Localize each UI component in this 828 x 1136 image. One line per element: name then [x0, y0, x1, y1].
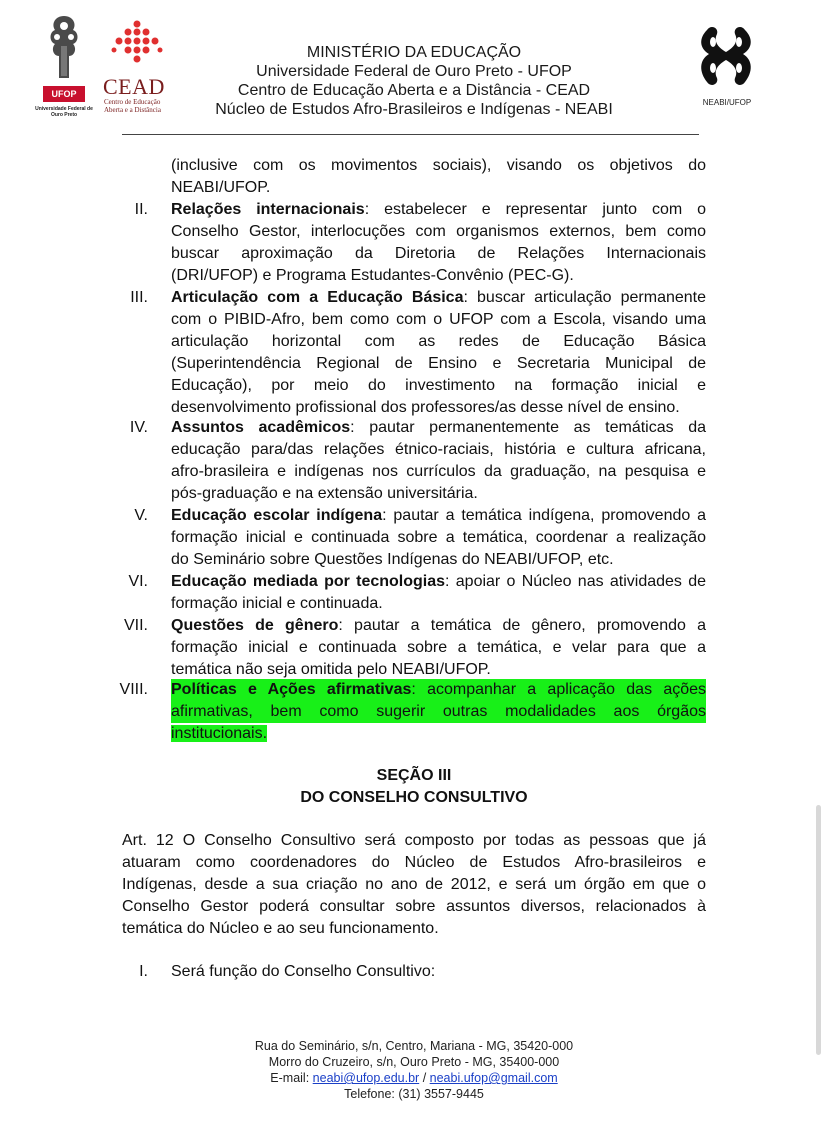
list-item-title: Questões de gênero [171, 617, 339, 634]
list-item-first-line: Educação escolar indígena: pautar a temática indígena, promovendo a [171, 507, 707, 524]
list-item-line: formação inicial e continuada sobre a temática, coordenar a realização [171, 529, 706, 546]
list-item-title: Políticas e Ações afirmativas [171, 681, 412, 698]
list-item-first-line: Assuntos acadêmicos: pautar permanentemente as temáticas da [171, 419, 707, 436]
ufop-logo-label: UFOP [43, 86, 85, 102]
list-item-line: buscar aproximação da Diretoria de Relações Internacionais [171, 245, 706, 262]
list-item-line: afro-brasileira e indígenas nos currículos da graduação, na pesquisa e [171, 463, 706, 480]
email-link-gmail[interactable]: neabi.ufop@gmail.com [429, 1071, 558, 1085]
list-item-line: (DRI/UFOP) e Programa Estudantes-Convênio (PEC-G). [171, 267, 574, 284]
neabi-logo-label: NEABI/UFOP [702, 98, 752, 107]
list-item-numeral: VII. [123, 617, 148, 634]
header-nucleus: Núcleo de Estudos Afro-Brasileiros e Indígenas - NEABI [215, 101, 613, 118]
header-university: Universidade Federal de Ouro Preto - UFOP [256, 63, 572, 80]
section-subtitle: DO CONSELHO CONSULTIVO [300, 789, 528, 806]
list-item-numeral: III. [130, 289, 148, 306]
email-link-ufop[interactable]: neabi@ufop.edu.br [312, 1071, 420, 1085]
list-item-line: (Superintendência Regional de Ensino e Secretaria Municipal de [171, 355, 706, 372]
list-item-title: Educação escolar indígena [171, 507, 383, 524]
article-line: Conselho Gestor poderá consultar sobre assuntos diversos, relacionados à [122, 898, 706, 915]
article-line: temática do Núcleo e ao seu funcionamento. [122, 920, 439, 937]
header-ministry: MINISTÉRIO DA EDUCAÇÃO [306, 44, 522, 61]
header-center: Centro de Educação Aberta e a Distância - CEAD [237, 82, 591, 99]
list-item-title: Articulação com a Educação Básica [171, 289, 464, 306]
list-item-title: Educação mediada por tecnologias [171, 573, 446, 590]
list-item-line: do Seminário sobre Questões Indígenas do NEABI/UFOP, etc. [171, 551, 614, 568]
list-item-numeral: VIII. [119, 681, 148, 698]
list-item-first-line: Educação mediada por tecnologias: apoiar o Núcleo nas atividades de [171, 573, 707, 590]
footer-phone: Telefone: (31) 3557-9445 [344, 1087, 484, 1101]
highlighted-line: afirmativas, bem como sugerir outras modalidades aos órgãos [171, 701, 706, 723]
list-item-line: educação para/das relações étnico-raciais, história e cultura africana, [171, 441, 706, 458]
list-item-line: articulação horizontal com as redes de Educação Básica [171, 333, 706, 350]
cead-logo-subtitle: Centro de Educação Aberta e a Distância [104, 98, 161, 114]
list-item-line: Educação), por meio do investimento na formação inicial e [171, 377, 706, 394]
list-item-text: Será função do Conselho Consultivo: [171, 963, 436, 980]
ufop-logo-subtitle: Universidade Federal de Ouro Preto [35, 106, 93, 118]
header-divider [122, 134, 699, 135]
list-item-continuation-line: NEABI/UFOP. [171, 179, 271, 196]
list-item-line: Conselho Gestor, interlocuções com organismos externos, bem como [171, 223, 706, 240]
list-item-line: com o PIBID-Afro, bem como com o UFOP com a Escola, visando uma [171, 311, 706, 328]
cead-logo-label: CEAD [103, 74, 165, 99]
footer-address-mariana: Rua do Seminário, s/n, Centro, Mariana - MG, 35420-000 [254, 1039, 574, 1053]
list-item-line: formação inicial e continuada sobre a temática, e velar para que a [171, 639, 706, 656]
section-title: SEÇÃO III [376, 767, 452, 784]
list-item-numeral: I. [139, 963, 148, 980]
article-line: Indígenas, desde a sua criação no ano de 2012, e será um órgão em que o [122, 876, 706, 893]
list-item-numeral: IV. [129, 419, 148, 436]
list-item-numeral: II. [134, 201, 148, 218]
list-item-title: Relações internacionais [171, 201, 365, 218]
list-item-first-line: Relações internacionais: estabelecer e representar junto com o [171, 201, 707, 218]
list-item-line: temática não seja omitida pelo NEABI/UFOP. [171, 661, 491, 678]
list-item-numeral: V. [134, 507, 148, 524]
highlighted-line: Políticas e Ações afirmativas: acompanhar a aplicação das ações [171, 679, 706, 701]
list-item-continuation-line: (inclusive com os movimentos sociais), visando os objetivos do [171, 157, 706, 174]
list-item-line: formação inicial e continuada. [171, 595, 383, 612]
list-item-line: pós-graduação e na extensão universitária. [171, 485, 478, 502]
highlighted-line-last: institucionais. [171, 725, 268, 742]
list-item-first-line: Questões de gênero: pautar a temática de gênero, promovendo a [171, 617, 707, 634]
footer-email: E-mail: neabi@ufop.edu.br / neabi.ufop@gmail.com [270, 1071, 558, 1085]
footer-address-ouro-preto: Morro do Cruzeiro, s/n, Ouro Preto - MG, 35400-000 [268, 1055, 560, 1069]
article-line: Art. 12 O Conselho Consultivo será composto por todas as pessoas que já [122, 832, 706, 849]
article-line: atuaram como coordenadores do Núcleo de Estudos Afro-brasileiros e [122, 854, 706, 871]
list-item-first-line: Articulação com a Educação Básica: buscar articulação permanente [171, 289, 707, 306]
list-item-line: desenvolvimento profissional dos professores/as desse nível de ensino. [171, 399, 680, 416]
scrollbar[interactable] [816, 805, 821, 1055]
list-item-title: Assuntos acadêmicos [171, 419, 351, 436]
list-item-numeral: VI. [128, 573, 148, 590]
